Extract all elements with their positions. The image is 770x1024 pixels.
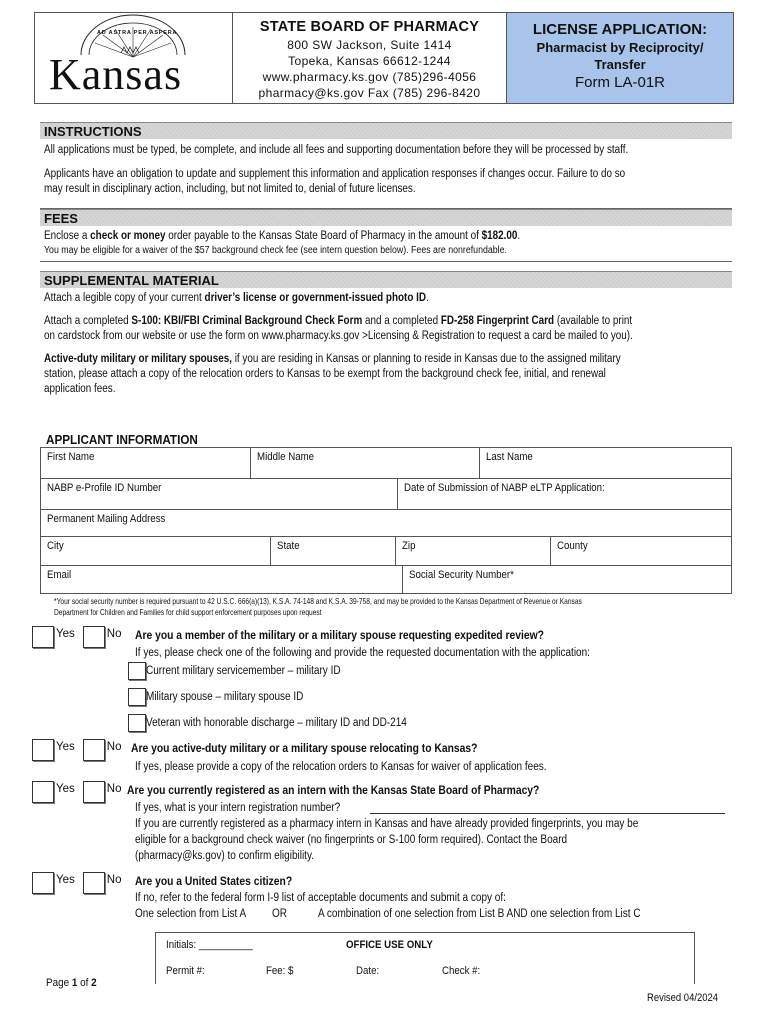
applicant-info-grid [40, 447, 732, 594]
q3-no-label: No [106, 783, 122, 795]
middle-name-label: Middle Name [257, 451, 315, 463]
nabp-id-field[interactable] [41, 479, 398, 509]
q2-no-label: No [106, 741, 122, 753]
state-label: State [277, 540, 300, 552]
page-total: 2 [91, 977, 97, 989]
q1-text: Are you a member of the military or a military spouse requesting expedited review? [135, 628, 545, 642]
board-title: STATE BOARD OF PHARMACY [259, 19, 480, 35]
office-fee: Fee: $ [266, 965, 294, 977]
office-permit: Permit #: [166, 965, 205, 977]
q3-intern-number-label: If yes, what is your intern registration number? [135, 802, 341, 814]
email-field[interactable] [41, 566, 403, 593]
city-label: City [47, 540, 64, 552]
q1-option-servicemember-checkbox[interactable] [128, 662, 146, 680]
q1-yes-label: Yes [56, 628, 75, 640]
first-name-field[interactable] [41, 448, 251, 478]
county-field[interactable] [551, 537, 731, 565]
ssn-footnote-line-2: Department for Children and Families for child support enforcement purposes upon request [54, 607, 322, 617]
applicant-heading-text: APPLICANT INFORMATION [46, 432, 198, 447]
q3-yes-checkbox[interactable] [32, 781, 54, 803]
supplemental-s100: S-100: KBI/FBI Criminal Background Check Form [131, 315, 363, 327]
supplemental-text: Attach a completed [44, 315, 132, 327]
q1-option-spouse-label: Military spouse – military spouse ID [146, 691, 304, 703]
ssn-field[interactable] [403, 566, 731, 593]
supplemental-p3-line2: station, please attach a copy of the relocation orders to Kansas to be exempt from the background check fee, initial, and renewal [44, 368, 606, 380]
fees-line-2: You may be eligible for a waiver of the $57 background check fee (see intern question below). Fees are nonrefundable. [44, 245, 507, 256]
q3-waiver-line-2: eligible for a background check waiver (no fingerprints or S-100 form required). Contact the Board [135, 834, 568, 846]
q2-text: Are you active-duty military or a military spouse relocating to Kansas? [131, 741, 478, 755]
q3-waiver-line-3: (pharmacy@ks.gov) to confirm eligibility. [135, 850, 315, 862]
supplemental-body [40, 290, 732, 404]
middle-name-field[interactable] [251, 448, 480, 478]
form-header [34, 12, 734, 104]
q4-no-label: No [106, 874, 122, 886]
zip-field[interactable] [396, 537, 551, 565]
q3-text: Are you currently registered as an intern with the Kansas State Board of Pharmacy? [127, 783, 540, 797]
form-number: Form LA-01R [574, 74, 666, 91]
supplemental-text: if you are residing in Kansas or planning to reside in Kansas due to the assigned military [231, 353, 621, 365]
supplemental-text: (available to print [554, 315, 633, 327]
board-email-fax: pharmacy@ks.gov Fax (785) 296-8420 [258, 86, 481, 100]
q3-waiver-line-1: If you are currently registered as a pharmacy intern in Kansas and have already provided fingerprints, you may be [135, 818, 639, 830]
page-current: 1 [71, 977, 78, 989]
q3-no-checkbox[interactable] [83, 781, 105, 803]
supplemental-p1 [44, 291, 429, 306]
board-info [233, 13, 507, 103]
question-military-relocating [32, 739, 534, 761]
q1-option-servicemember-label: Current military servicemember – military ID [146, 665, 341, 677]
q4-yes-label: Yes [56, 874, 75, 886]
instructions-p1: All applications must be typed, be complete, and include all fees and supporting documentation before they will be processed by staff. [44, 144, 629, 156]
q1-option-veteran-label: Veteran with honorable discharge – military ID and DD-214 [146, 717, 407, 729]
revised-date [647, 992, 730, 1004]
supplemental-text: . [426, 292, 429, 304]
q1-no-checkbox[interactable] [83, 626, 105, 648]
fees-text: Enclose a [44, 230, 91, 242]
kansas-logo [35, 13, 233, 103]
applicant-heading [46, 432, 215, 447]
revised-date-text: Revised 04/2024 [647, 992, 719, 1004]
q2-yes-label: Yes [56, 741, 75, 753]
q4-text: Are you a United States citizen? [135, 874, 293, 888]
q3-yes-label: Yes [56, 783, 75, 795]
last-name-field[interactable] [480, 448, 731, 478]
instructions-p2a: Applicants have an obligation to update and supplement this information and application responses if changes occur. Failure to do so [44, 168, 626, 180]
kansas-logo-text: Kansas [49, 50, 183, 99]
license-subtitle-2: Transfer [594, 57, 646, 72]
supplemental-heading: SUPPLEMENTAL MATERIAL [40, 271, 732, 288]
supplemental-text: Attach a legible copy of your current [44, 292, 205, 304]
license-type-box [507, 13, 733, 103]
nabp-id-label: NABP e-Profile ID Number [47, 482, 162, 494]
office-use-box [155, 932, 695, 984]
mailing-address-label: Permanent Mailing Address [47, 513, 166, 525]
supplemental-text: and a completed [362, 315, 441, 327]
q4-no-checkbox[interactable] [83, 872, 105, 894]
q1-option-spouse-checkbox[interactable] [128, 688, 146, 706]
instructions-heading: INSTRUCTIONS [40, 122, 732, 139]
kansas-logo-motto: AD ASTRA PER ASPERA [97, 30, 178, 36]
supplemental-p3-line3: application fees. [44, 383, 116, 395]
board-address-1: 800 SW Jackson, Suite 1414 [287, 38, 452, 52]
supplemental-fd258: FD-258 Fingerprint Card [440, 315, 555, 327]
zip-label: Zip [402, 540, 416, 552]
q4-or: OR [272, 908, 288, 920]
q4-list-bc: A combination of one selection from List B AND one selection from List C [318, 908, 641, 920]
email-label: Email [47, 569, 72, 581]
city-field[interactable] [41, 537, 271, 565]
q2-instructions: If yes, please provide a copy of the relocation orders to Kansas for waiver of application fees. [135, 761, 547, 773]
license-subtitle-1: Pharmacist by Reciprocity/ [536, 40, 704, 55]
board-address-2: Topeka, Kansas 66612-1244 [288, 54, 451, 68]
mailing-address-field[interactable] [41, 510, 731, 536]
q2-no-checkbox[interactable] [83, 739, 105, 761]
fees-text: . [517, 230, 521, 242]
nabp-date-field[interactable] [398, 479, 731, 509]
office-use-title: OFFICE USE ONLY [346, 939, 433, 951]
last-name-label: Last Name [486, 451, 533, 463]
q1-option-veteran-checkbox[interactable] [128, 714, 146, 732]
q1-no-label: No [106, 628, 122, 640]
fees-check-money: check or money [90, 230, 166, 242]
fees-body [40, 228, 732, 262]
q1-yes-checkbox[interactable] [32, 626, 54, 648]
page-number [46, 977, 102, 989]
page-label: Page [46, 977, 72, 989]
supplemental-photo-id: driver’s license or government-issued photo ID [204, 292, 427, 304]
fees-amount: $182.00 [481, 230, 518, 242]
fees-line-1 [44, 229, 520, 244]
page-of: of [77, 977, 92, 989]
q4-instructions: If no, refer to the federal form I-9 list of acceptable documents and submit a copy of: [135, 892, 506, 904]
office-check: Check #: [442, 965, 481, 977]
ssn-footnote [54, 596, 734, 618]
fees-heading: FEES [40, 209, 732, 226]
office-initials: Initials: __________ [166, 939, 253, 951]
q4-yes-checkbox[interactable] [32, 872, 54, 894]
office-date: Date: [356, 965, 380, 977]
state-field[interactable] [271, 537, 396, 565]
license-title: LICENSE APPLICATION: [532, 21, 708, 38]
supplemental-p2-line2: on cardstock from our website or use the form on www.pharmacy.ks.gov >Licensing & Registration to request a card be mailed to you). [44, 330, 633, 342]
first-name-label: First Name [47, 451, 95, 463]
fees-text: order payable to the Kansas State Board of Pharmacy in the amount of [165, 230, 482, 242]
ssn-footnote-line-1: *Your social security number is required pursuant to 42 U.S.C. 666(a)(13), K.S.A. 74-148 and K.S.A. 39-758, and may be provided to the Kansas Department of Revenue or Kansas [54, 596, 582, 606]
q2-yes-checkbox[interactable] [32, 739, 54, 761]
board-web-phone: www.pharmacy.ks.gov (785)296-4056 [262, 70, 477, 84]
supplemental-p2 [44, 314, 632, 329]
intern-number-input[interactable] [370, 813, 725, 814]
ssn-label: Social Security Number* [409, 569, 514, 581]
county-label: County [557, 540, 588, 552]
q1-instructions: If yes, please check one of the following and provide the requested documentation with the application: [135, 647, 590, 659]
instructions-p2b: may result in disciplinary action, including, but not limited to, denial of future licenses. [44, 183, 416, 195]
nabp-date-label: Date of Submission of NABP eLTP Application: [404, 482, 605, 494]
instructions-body [40, 142, 732, 209]
supplemental-p3 [44, 352, 621, 367]
supplemental-military: Active-duty military or military spouses, [44, 353, 232, 365]
q4-list-a: One selection from List A [135, 908, 247, 920]
